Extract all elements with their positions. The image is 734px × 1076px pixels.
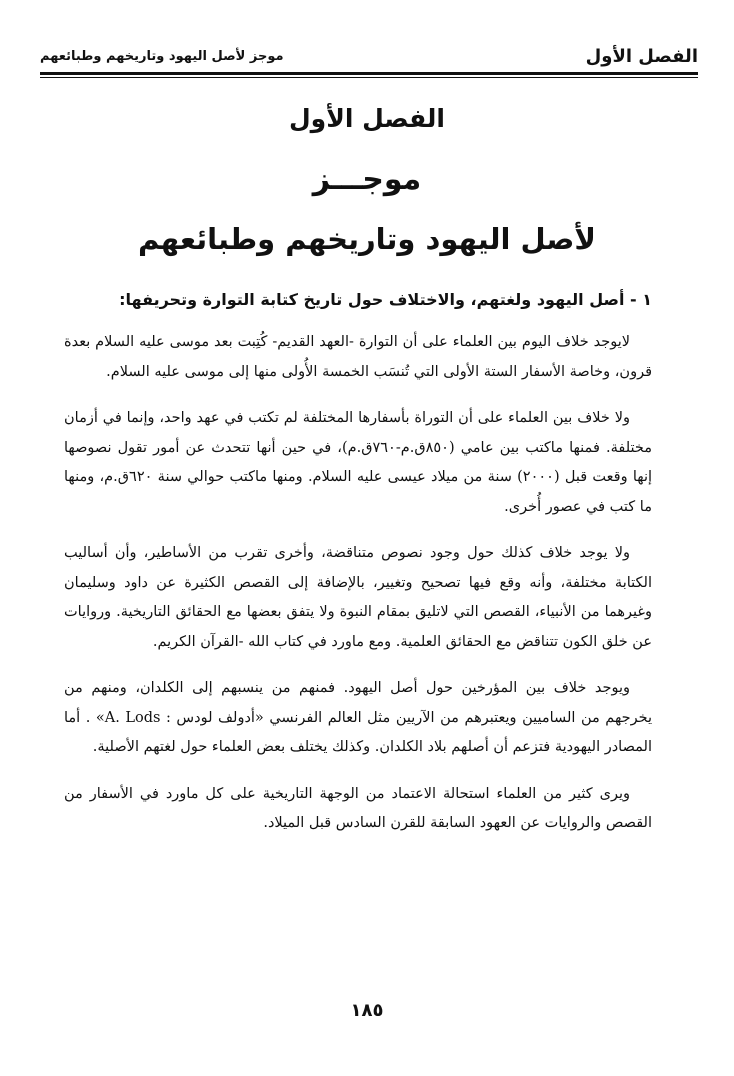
paragraph: ويوجد خلاف بين المؤرخين حول أصل اليهود. فمنهم من ينسبهم إلى الكلدان، ومنهم من يخرجهم من الساميين ويعتبرهم من الآريين مثل العالم الفرنسي «أدولف لودس : A. Lods» . أما المصادر اليهودية فتزعم أن أصلهم بلاد الكلدان. وكذلك يختلف بعض العلماء حول لغتهم الأصلية.	[64, 680, 652, 755]
paragraph: ولا يوجد خلاف كذلك حول وجود نصوص متناقضة، وأخرى تقرب من الأساطير، وأن أساليب الكتابة مختلفة، وأنه وقع فيها تصحيح وتغيير، بالإضافة إلى القصص الكثيرة عن داود وسليمان وغيرهما من الأنبياء، القصص التي لاتليق بمقام النبوة ولا يتفق بعضها مع الحقائق التاريخية. وروايات عن خلق الكون تتناقض مع الحقائق العلمية. ومع ماورد في كتاب الله -القرآن الكريم.	[64, 545, 652, 650]
paragraph: لايوجد خلاف اليوم بين العلماء على أن التوارة -العهد القديم- كُتِبت بعد موسى عليه السلام بعدة قرون، وخاصة الأسفار الستة الأولى التي تُنسَب الخمسة الأُولى منها إلى موسى عليه السلام.	[64, 334, 652, 380]
page-number: ١٨٥	[350, 1000, 384, 1021]
paragraph: ولا خلاف بين العلماء على أن التوراة بأسفارها المختلفة لم تكتب في عهد واحد، وإنما في أزمان مختلفة. فمنها ماكتب بين عامي (٨٥٠ق.م-٧٦٠ق.م)، في حين أنها تتحدث عن أمور تقول نصوصها إنها وقعت قبل (٢٠٠٠) سنة من ميلاد عيسى عليه السلام. ومنها ماكتب حوالي سنة ٦٢٠ق.م، ومنها ما كتب في عصور أُخرى.	[64, 410, 653, 515]
header-rule	[40, 72, 698, 78]
running-header-title: موجز لأصل اليهود وتاريخهم وطبائعهم	[40, 48, 284, 64]
body-text	[64, 328, 652, 856]
running-header-chapter: الفصل الأول	[585, 45, 698, 67]
summary-heading: موجـــز	[312, 162, 422, 197]
subject-heading: لأصل اليهود وتاريخهم وطبائعهم	[137, 222, 597, 256]
paragraph: ويرى كثير من العلماء استحالة الاعتماد من الوجهة التاريخية على كل ماورد في الأسفار من القصص والروايات عن العهود السابقة للقرن السادس قبل الميلاد.	[64, 785, 652, 831]
section-heading: ١ - أصل اليهود ولغتهم، والاختلاف حول تاريخ كتابة التوارة وتحريفها:	[119, 290, 652, 309]
chapter-heading: الفصل الأول	[288, 104, 446, 133]
running-header	[40, 42, 698, 70]
